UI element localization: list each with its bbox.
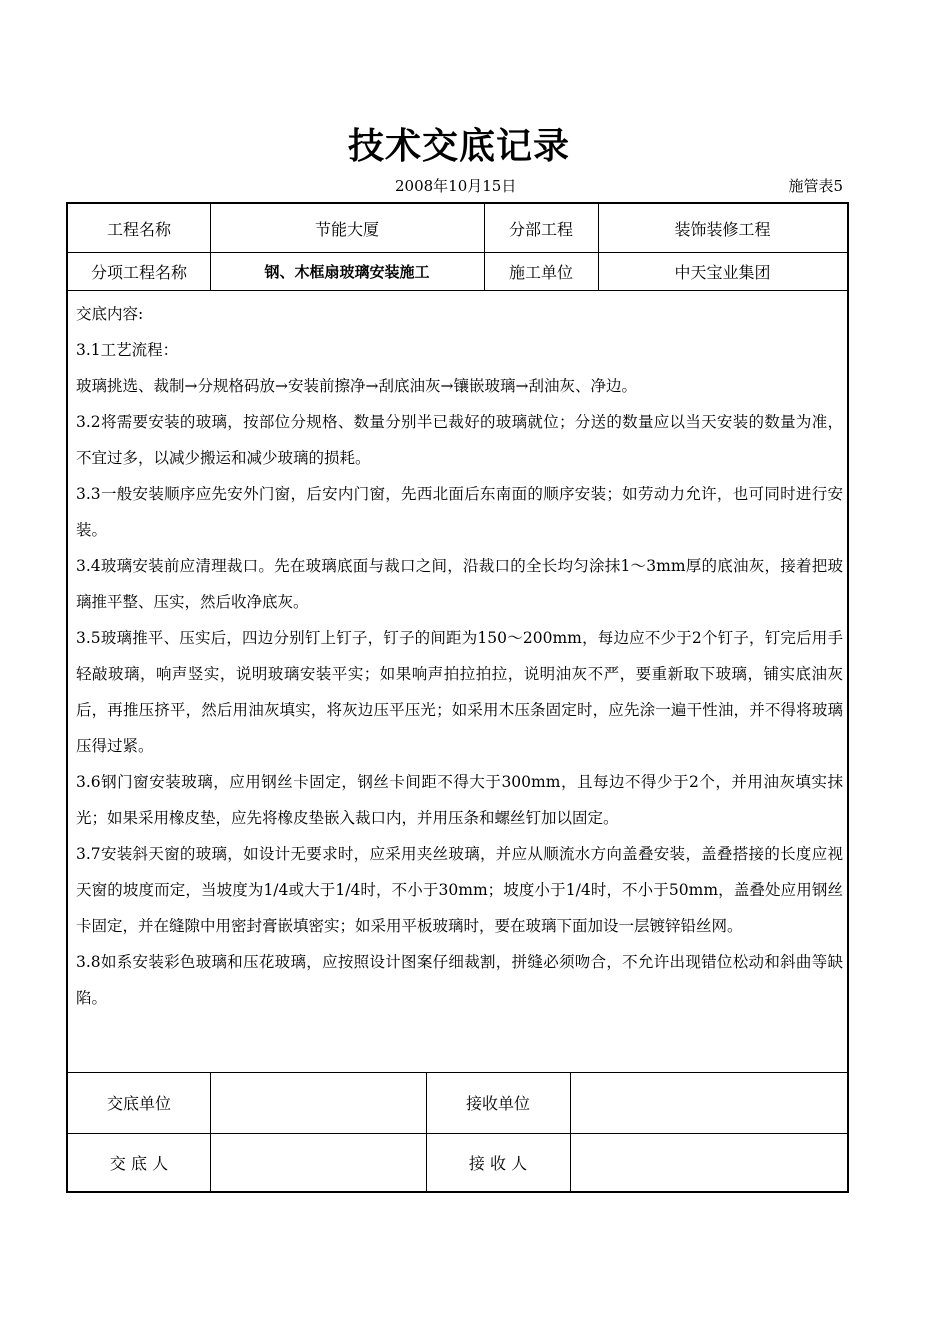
receiver-unit-field[interactable] <box>570 1072 847 1133</box>
project-name-label: 工程名称 <box>106 219 171 239</box>
receiver-unit-label: 接收单位 <box>465 1094 530 1113</box>
content-heading: 交底内容: <box>76 305 144 323</box>
subitem-label: 分项工程名称 <box>90 262 187 282</box>
project-name-value: 节能大厦 <box>314 219 379 239</box>
contractor-label: 施工单位 <box>508 262 573 282</box>
content-paragraph: 玻璃挑选、裁制→分规格码放→安装前擦净→刮底油灰→镶嵌玻璃→刮油灰、净边。 <box>76 377 637 395</box>
content-paragraph: 3.5玻璃推平、压实后，四边分别钉上钉子，钉子的间距为150～200mm，每边应不少于2个钉子，钉完后用手轻敲玻璃，响声竖实，说明玻璃安装平实；如果响声拍拉拍拉，说明油灰不严，要重新取下玻璃，铺实底油灰后，再推压挤平，然后用油灰填实，将灰边压平压光；如采用木压条固定时，应先涂一遍干性油，并不得将玻璃压得过紧。 <box>76 629 843 755</box>
briefing-content <box>76 296 843 1016</box>
row-divider <box>68 290 847 291</box>
division-label: 分部工程 <box>508 219 573 239</box>
content-paragraph: 3.2将需要安装的玻璃，按部位分规格、数量分别半已裁好的玻璃就位；分送的数量应以当天安装的数量为准，不宜过多，以减少搬运和减少玻璃的损耗。 <box>76 413 843 467</box>
contractor-value: 中天宝业集团 <box>674 262 771 282</box>
content-paragraph: 3.4玻璃安装前应清理裁口。先在玻璃底面与裁口之间，沿裁口的全长均匀涂抹1～3mm厚的底油灰，接着把玻璃推平整、压实，然后收净底灰。 <box>76 557 843 611</box>
page-title: 技术交底记录 <box>347 126 570 167</box>
content-paragraph: 3.1工艺流程： <box>76 341 179 359</box>
document-date: 2008年10月15日 <box>395 177 517 195</box>
division-value: 装饰装修工程 <box>674 219 771 239</box>
form-number: 施管表5 <box>788 177 843 195</box>
subitem-value: 钢、木框扇玻璃安装施工 <box>264 262 430 281</box>
receiver-person-label: 接 收 人 <box>468 1153 528 1173</box>
issuer-person-label: 交 底 人 <box>109 1153 169 1173</box>
issuer-person-field[interactable] <box>210 1133 426 1191</box>
issuer-unit-field[interactable] <box>210 1072 426 1133</box>
content-paragraph: 3.6钢门窗安装玻璃，应用钢丝卡固定，钢丝卡间距不得大于300mm，且每边不得少于2个，并用油灰填实抹光；如果采用橡皮垫，应先将橡皮垫嵌入裁口内，并用压条和螺丝钉加以固定。 <box>76 773 843 827</box>
content-paragraph: 3.7安装斜天窗的玻璃，如设计无要求时，应采用夹丝玻璃，并应从顺流水方向盖叠安装，盖叠搭接的长度应视天窗的坡度而定，当坡度为1/4或大于1/4时，不小于30mm；坡度小于1/4时，不小于50mm，盖叠处应用钢丝卡固定，并在缝隙中用密封膏嵌填密实；如采用平板玻璃时，要在玻璃下面加设一层镀锌铅丝网。 <box>76 845 843 935</box>
content-paragraph: 3.8如系安装彩色玻璃和压花玻璃，应按照设计图案仔细裁割，拼缝必须吻合，不允许出现错位松动和斜曲等缺陷。 <box>76 953 843 1007</box>
content-paragraph: 3.3一般安装顺序应先安外门窗，后安内门窗，先西北面后东南面的顺序安装；如劳动力允许，也可同时进行安装。 <box>76 485 843 539</box>
receiver-person-field[interactable] <box>570 1133 847 1191</box>
issuer-unit-label: 交底单位 <box>106 1094 171 1113</box>
record-table <box>66 202 849 1193</box>
